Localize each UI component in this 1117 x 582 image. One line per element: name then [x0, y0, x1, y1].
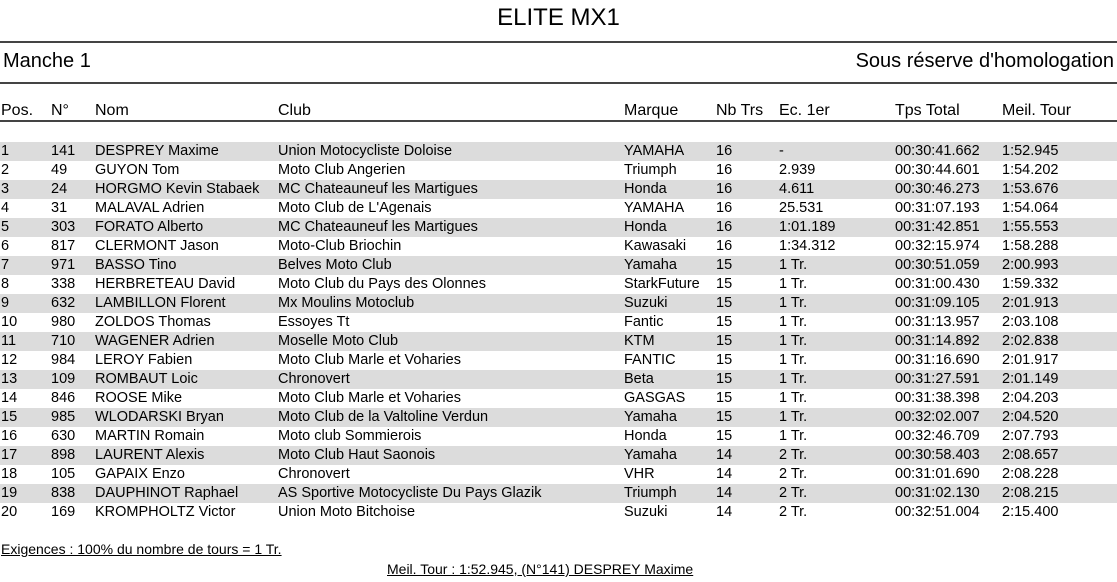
cell-nom: CLERMONT Jason: [95, 238, 219, 254]
cell-num: 630: [51, 428, 76, 444]
table-row: [0, 370, 1117, 389]
cell-tps: 00:32:46.709: [895, 428, 980, 444]
col-pos: Pos.: [1, 102, 34, 119]
cell-tps: 00:30:51.059: [895, 257, 980, 273]
cell-ec: 1 Tr.: [779, 352, 808, 368]
best-lap-note: Meil. Tour : 1:52.945, (N°141) DESPREY Maxime: [387, 561, 694, 577]
cell-num: 31: [51, 200, 68, 216]
cell-meil: 2:04.203: [1002, 390, 1059, 406]
cell-nbtrs: 15: [716, 333, 733, 349]
cell-tps: 00:31:02.130: [895, 485, 980, 501]
table-row: [0, 389, 1117, 408]
cell-nbtrs: 14: [716, 504, 733, 520]
cell-nbtrs: 15: [716, 276, 733, 292]
cell-marque: Honda: [624, 428, 667, 444]
cell-nom: LAURENT Alexis: [95, 447, 205, 463]
cell-nbtrs: 15: [716, 314, 733, 330]
cell-meil: 2:01.917: [1002, 352, 1059, 368]
cell-ec: -: [779, 143, 784, 159]
table-header: [0, 102, 1117, 120]
cell-meil: 2:02.838: [1002, 333, 1059, 349]
table-row: [0, 161, 1117, 180]
cell-nom: HORGMO Kevin Stabaek: [95, 181, 260, 197]
cell-ec: 1 Tr.: [779, 333, 808, 349]
cell-tps: 00:31:07.193: [895, 200, 980, 216]
col-nom: Nom: [95, 102, 129, 119]
col-nbtrs: Nb Trs: [716, 102, 764, 119]
cell-nbtrs: 16: [716, 219, 733, 235]
cell-club: Mx Moulins Motoclub: [278, 295, 415, 311]
cell-marque: Triumph: [624, 485, 677, 501]
cell-ec: 1 Tr.: [779, 390, 808, 406]
cell-nom: HERBRETEAU David: [95, 276, 236, 292]
cell-num: 838: [51, 485, 76, 501]
cell-pos: 19: [1, 485, 18, 501]
col-marque: Marque: [624, 102, 679, 119]
cell-marque: YAMAHA: [624, 143, 685, 159]
cell-nom: KROMPHOLTZ Victor: [95, 504, 236, 520]
cell-num: 105: [51, 466, 76, 482]
divider: [0, 82, 1117, 84]
cell-ec: 2 Tr.: [779, 466, 808, 482]
cell-meil: 2:08.228: [1002, 466, 1059, 482]
cell-pos: 10: [1, 314, 18, 330]
col-tps: Tps Total: [895, 102, 960, 119]
table-row: [0, 218, 1117, 237]
homologation-note: Sous réserve d'homologation: [855, 50, 1114, 72]
cell-tps: 00:30:58.403: [895, 447, 980, 463]
cell-num: 984: [51, 352, 76, 368]
cell-num: 985: [51, 409, 76, 425]
cell-meil: 1:59.332: [1002, 276, 1059, 292]
cell-num: 898: [51, 447, 76, 463]
table-row: [0, 332, 1117, 351]
cell-marque: Honda: [624, 181, 667, 197]
cell-ec: 4.611: [779, 181, 815, 197]
cell-nom: WLODARSKI Bryan: [95, 409, 224, 425]
cell-meil: 2:15.400: [1002, 504, 1059, 520]
cell-meil: 2:04.520: [1002, 409, 1059, 425]
cell-nom: DAUPHINOT Raphael: [95, 485, 239, 501]
cell-nbtrs: 16: [716, 200, 733, 216]
cell-pos: 18: [1, 466, 18, 482]
cell-pos: 20: [1, 504, 18, 520]
cell-tps: 00:32:15.974: [895, 238, 980, 254]
cell-pos: 3: [1, 181, 10, 197]
cell-tps: 00:31:27.591: [895, 371, 980, 387]
cell-ec: 1 Tr.: [779, 428, 808, 444]
cell-nbtrs: 15: [716, 409, 733, 425]
cell-ec: 1 Tr.: [779, 409, 808, 425]
cell-nbtrs: 15: [716, 371, 733, 387]
cell-club: MC Chateauneuf les Martigues: [278, 181, 478, 197]
cell-ec: 1:34.312: [779, 238, 836, 254]
heat-label: Manche 1: [3, 50, 91, 72]
cell-ec: 1:01.189: [779, 219, 836, 235]
cell-tps: 00:31:01.690: [895, 466, 980, 482]
cell-nbtrs: 16: [716, 162, 733, 178]
divider: [0, 41, 1117, 43]
cell-marque: Fantic: [624, 314, 664, 330]
cell-nom: BASSO Tino: [95, 257, 177, 273]
cell-club: Belves Moto Club: [278, 257, 392, 273]
table-row: [0, 484, 1117, 503]
cell-marque: YAMAHA: [624, 200, 685, 216]
cell-tps: 00:30:46.273: [895, 181, 980, 197]
cell-pos: 9: [1, 295, 10, 311]
cell-nbtrs: 14: [716, 447, 733, 463]
page-title: ELITE MX1: [497, 4, 620, 31]
col-ec: Ec. 1er: [779, 102, 830, 119]
cell-num: 980: [51, 314, 76, 330]
cell-meil: 1:54.064: [1002, 200, 1059, 216]
cell-nom: LEROY Fabien: [95, 352, 193, 368]
cell-tps: 00:30:44.601: [895, 162, 980, 178]
table-row: [0, 180, 1117, 199]
cell-nom: ROOSE Mike: [95, 390, 183, 406]
cell-club: Chronovert: [278, 371, 350, 387]
cell-club: Moto Club Haut Saonois: [278, 447, 436, 463]
cell-num: 141: [51, 143, 76, 159]
cell-ec: 1 Tr.: [779, 371, 808, 387]
cell-nom: DESPREY Maxime: [95, 143, 219, 159]
cell-tps: 00:32:51.004: [895, 504, 980, 520]
cell-nbtrs: 15: [716, 352, 733, 368]
cell-marque: Yamaha: [624, 257, 677, 273]
cell-ec: 1 Tr.: [779, 314, 808, 330]
cell-num: 971: [51, 257, 76, 273]
cell-nom: FORATO Alberto: [95, 219, 204, 235]
cell-marque: Honda: [624, 219, 667, 235]
cell-pos: 16: [1, 428, 18, 444]
cell-tps: 00:31:16.690: [895, 352, 980, 368]
cell-ec: 1 Tr.: [779, 257, 808, 273]
cell-meil: 2:03.108: [1002, 314, 1059, 330]
cell-ec: 2 Tr.: [779, 447, 808, 463]
cell-nom: ZOLDOS Thomas: [95, 314, 211, 330]
cell-ec: 2 Tr.: [779, 485, 808, 501]
table-row: [0, 275, 1117, 294]
cell-meil: 1:55.553: [1002, 219, 1059, 235]
cell-club: Chronovert: [278, 466, 350, 482]
cell-pos: 7: [1, 257, 10, 273]
cell-pos: 2: [1, 162, 10, 178]
cell-tps: 00:30:41.662: [895, 143, 980, 159]
table-row: [0, 408, 1117, 427]
cell-meil: 1:58.288: [1002, 238, 1059, 254]
col-num: N°: [51, 102, 69, 119]
cell-tps: 00:31:14.892: [895, 333, 980, 349]
cell-marque: Suzuki: [624, 504, 668, 520]
cell-nom: LAMBILLON Florent: [95, 295, 226, 311]
cell-club: Moto-Club Briochin: [278, 238, 402, 254]
cell-ec: 1 Tr.: [779, 276, 808, 292]
cell-meil: 1:54.202: [1002, 162, 1059, 178]
cell-club: Union Moto Bitchoise: [278, 504, 416, 520]
cell-pos: 14: [1, 390, 18, 406]
table-row: [0, 465, 1117, 484]
cell-marque: Suzuki: [624, 295, 668, 311]
cell-club: AS Sportive Motocycliste Du Pays Glazik: [278, 485, 542, 501]
cell-pos: 1: [1, 143, 10, 159]
cell-marque: Beta: [624, 371, 654, 387]
cell-ec: 1 Tr.: [779, 295, 808, 311]
table-row: [0, 446, 1117, 465]
cell-club: Moto Club Angerien: [278, 162, 406, 178]
cell-marque: Yamaha: [624, 447, 677, 463]
results-table: [0, 142, 1117, 522]
cell-meil: 2:01.913: [1002, 295, 1059, 311]
cell-nbtrs: 14: [716, 485, 733, 501]
cell-meil: 1:52.945: [1002, 143, 1059, 159]
requirements-note: Exigences : 100% du nombre de tours = 1 Tr.: [1, 541, 282, 557]
cell-num: 338: [51, 276, 76, 292]
cell-marque: StarkFuture: [624, 276, 700, 292]
cell-num: 632: [51, 295, 76, 311]
table-row: [0, 503, 1117, 522]
cell-num: 846: [51, 390, 76, 406]
cell-meil: 1:53.676: [1002, 181, 1059, 197]
cell-ec: 2 Tr.: [779, 504, 808, 520]
table-row: [0, 199, 1117, 218]
cell-nbtrs: 14: [716, 466, 733, 482]
cell-club: Moto Club Marle et Voharies: [278, 390, 461, 406]
cell-meil: 2:01.149: [1002, 371, 1059, 387]
cell-meil: 2:08.657: [1002, 447, 1059, 463]
table-row: [0, 256, 1117, 275]
cell-nom: GUYON Tom: [95, 162, 180, 178]
cell-marque: KTM: [624, 333, 655, 349]
cell-nom: MARTIN Romain: [95, 428, 205, 444]
cell-nom: ROMBAUT Loic: [95, 371, 198, 387]
cell-meil: 2:07.793: [1002, 428, 1059, 444]
cell-pos: 4: [1, 200, 10, 216]
cell-pos: 13: [1, 371, 18, 387]
cell-num: 710: [51, 333, 76, 349]
cell-nom: WAGENER Adrien: [95, 333, 215, 349]
cell-nbtrs: 16: [716, 143, 733, 159]
cell-meil: 2:00.993: [1002, 257, 1059, 273]
cell-marque: Triumph: [624, 162, 677, 178]
cell-num: 24: [51, 181, 68, 197]
cell-nbtrs: 15: [716, 390, 733, 406]
table-row: [0, 427, 1117, 446]
cell-num: 169: [51, 504, 76, 520]
cell-marque: VHR: [624, 466, 655, 482]
table-row: [0, 313, 1117, 332]
table-row: [0, 351, 1117, 370]
cell-ec: 2.939: [779, 162, 816, 178]
cell-nom: MALAVAL Adrien: [95, 200, 205, 216]
cell-num: 49: [51, 162, 68, 178]
cell-nbtrs: 16: [716, 238, 733, 254]
cell-pos: 17: [1, 447, 18, 463]
cell-club: Moto Club Marle et Voharies: [278, 352, 461, 368]
cell-club: Moselle Moto Club: [278, 333, 399, 349]
cell-club: MC Chateauneuf les Martigues: [278, 219, 478, 235]
cell-marque: Yamaha: [624, 409, 677, 425]
cell-club: Union Motocycliste Doloise: [278, 143, 453, 159]
cell-pos: 11: [1, 333, 17, 349]
cell-ec: 25.531: [779, 200, 824, 216]
table-row: [0, 294, 1117, 313]
cell-tps: 00:31:38.398: [895, 390, 980, 406]
table-row: [0, 142, 1117, 161]
cell-pos: 12: [1, 352, 18, 368]
cell-nbtrs: 15: [716, 295, 733, 311]
cell-tps: 00:32:02.007: [895, 409, 980, 425]
cell-nbtrs: 15: [716, 428, 733, 444]
cell-marque: Kawasaki: [624, 238, 687, 254]
cell-marque: GASGAS: [624, 390, 686, 406]
cell-tps: 00:31:42.851: [895, 219, 980, 235]
cell-num: 817: [51, 238, 76, 254]
cell-meil: 2:08.215: [1002, 485, 1059, 501]
cell-tps: 00:31:09.105: [895, 295, 980, 311]
divider: [0, 120, 1117, 122]
cell-pos: 5: [1, 219, 10, 235]
table-row: [0, 237, 1117, 256]
cell-num: 109: [51, 371, 76, 387]
col-club: Club: [278, 102, 311, 119]
cell-num: 303: [51, 219, 76, 235]
cell-club: Moto Club de L'Agenais: [278, 200, 432, 216]
col-meil: Meil. Tour: [1002, 102, 1072, 119]
cell-club: Moto club Sommierois: [278, 428, 422, 444]
cell-pos: 8: [1, 276, 10, 292]
cell-pos: 15: [1, 409, 18, 425]
cell-marque: FANTIC: [624, 352, 676, 368]
cell-club: Essoyes Tt: [278, 314, 350, 330]
cell-club: Moto Club de la Valtoline Verdun: [278, 409, 489, 425]
cell-tps: 00:31:13.957: [895, 314, 980, 330]
cell-nom: GAPAIX Enzo: [95, 466, 185, 482]
cell-nbtrs: 16: [716, 181, 733, 197]
cell-pos: 6: [1, 238, 10, 254]
cell-tps: 00:31:00.430: [895, 276, 980, 292]
cell-nbtrs: 15: [716, 257, 733, 273]
cell-club: Moto Club du Pays des Olonnes: [278, 276, 486, 292]
